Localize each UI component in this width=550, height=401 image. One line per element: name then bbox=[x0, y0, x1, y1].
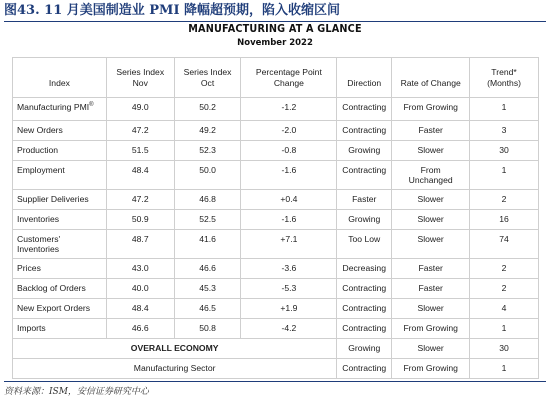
overall-trend: 30 bbox=[470, 339, 539, 359]
header-direction: Direction bbox=[337, 58, 392, 98]
row-oct: 50.8 bbox=[174, 319, 241, 339]
row-trend: 2 bbox=[470, 259, 539, 279]
row-index: New Export Orders bbox=[13, 299, 107, 319]
row-trend: 4 bbox=[470, 299, 539, 319]
row-change: -3.6 bbox=[241, 259, 337, 279]
row-index: Manufacturing PMI® bbox=[13, 98, 107, 121]
row-oct: 52.3 bbox=[174, 141, 241, 161]
row-index: Inventories bbox=[13, 210, 107, 230]
row-change: +1.9 bbox=[241, 299, 337, 319]
row-trend: 1 bbox=[470, 98, 539, 121]
manufacturing-sector-label: Manufacturing Sector bbox=[13, 359, 337, 379]
header-trend: Trend* (Months) bbox=[470, 58, 539, 98]
row-rate: Slower bbox=[392, 210, 470, 230]
row-trend: 16 bbox=[470, 210, 539, 230]
overall-economy-row bbox=[13, 339, 539, 359]
row-rate: From Growing bbox=[392, 319, 470, 339]
row-direction: Contracting bbox=[337, 299, 392, 319]
row-direction: Too Low bbox=[337, 230, 392, 259]
row-index: Prices bbox=[13, 259, 107, 279]
row-index: Supplier Deliveries bbox=[13, 190, 107, 210]
sector-trend: 1 bbox=[470, 359, 539, 379]
table-row bbox=[13, 259, 539, 279]
row-direction: Decreasing bbox=[337, 259, 392, 279]
row-direction: Contracting bbox=[337, 279, 392, 299]
row-trend: 30 bbox=[470, 141, 539, 161]
row-rate: Slower bbox=[392, 230, 470, 259]
table-row bbox=[13, 230, 539, 259]
row-direction: Contracting bbox=[337, 161, 392, 190]
table-row bbox=[13, 141, 539, 161]
row-rate: From Growing bbox=[392, 98, 470, 121]
overall-direction: Growing bbox=[337, 339, 392, 359]
header-index: Index bbox=[13, 58, 107, 98]
row-rate: Faster bbox=[392, 121, 470, 141]
row-change: +7.1 bbox=[241, 230, 337, 259]
header-oct: Series Index Oct bbox=[174, 58, 241, 98]
row-nov: 48.4 bbox=[106, 161, 174, 190]
row-nov: 43.0 bbox=[106, 259, 174, 279]
row-trend: 2 bbox=[470, 190, 539, 210]
manufacturing-sector-row bbox=[13, 359, 539, 379]
row-index: Production bbox=[13, 141, 107, 161]
table-row bbox=[13, 121, 539, 141]
row-rate: Slower bbox=[392, 190, 470, 210]
table-row bbox=[13, 190, 539, 210]
header-nov: Series Index Nov bbox=[106, 58, 174, 98]
row-change: -0.8 bbox=[241, 141, 337, 161]
row-rate: From Unchanged bbox=[392, 161, 470, 190]
row-direction: Contracting bbox=[337, 121, 392, 141]
row-oct: 52.5 bbox=[174, 210, 241, 230]
row-index: Backlog of Orders bbox=[13, 279, 107, 299]
row-change: -1.2 bbox=[241, 98, 337, 121]
row-index: Imports bbox=[13, 319, 107, 339]
row-rate: Slower bbox=[392, 141, 470, 161]
row-direction: Contracting bbox=[337, 98, 392, 121]
row-direction: Growing bbox=[337, 141, 392, 161]
row-rate: Faster bbox=[392, 259, 470, 279]
row-nov: 50.9 bbox=[106, 210, 174, 230]
figure-title: 图43. 11 月美国制造业 PMI 降幅超预期，陷入收缩区间 bbox=[4, 2, 546, 22]
sector-direction: Contracting bbox=[337, 359, 392, 379]
overall-rate: Slower bbox=[392, 339, 470, 359]
table-row bbox=[13, 98, 539, 121]
row-change: -1.6 bbox=[241, 161, 337, 190]
table-row bbox=[13, 299, 539, 319]
table-row bbox=[13, 210, 539, 230]
row-change: -2.0 bbox=[241, 121, 337, 141]
row-direction: Contracting bbox=[337, 319, 392, 339]
row-trend: 74 bbox=[470, 230, 539, 259]
row-trend: 1 bbox=[470, 161, 539, 190]
row-nov: 40.0 bbox=[106, 279, 174, 299]
row-change: +0.4 bbox=[241, 190, 337, 210]
row-oct: 46.5 bbox=[174, 299, 241, 319]
row-oct: 46.8 bbox=[174, 190, 241, 210]
header-rate: Rate of Change bbox=[392, 58, 470, 98]
row-direction: Growing bbox=[337, 210, 392, 230]
row-rate: Faster bbox=[392, 279, 470, 299]
source-note: 资料来源：ISM，安信证券研究中心 bbox=[4, 381, 546, 399]
table-row bbox=[13, 279, 539, 299]
row-index: Customers' Inventories bbox=[13, 230, 107, 259]
row-nov: 48.7 bbox=[106, 230, 174, 259]
row-nov: 48.4 bbox=[106, 299, 174, 319]
row-trend: 3 bbox=[470, 121, 539, 141]
row-oct: 50.2 bbox=[174, 98, 241, 121]
row-nov: 49.0 bbox=[106, 98, 174, 121]
row-nov: 46.6 bbox=[106, 319, 174, 339]
row-nov: 51.5 bbox=[106, 141, 174, 161]
row-index: New Orders bbox=[13, 121, 107, 141]
row-oct: 49.2 bbox=[174, 121, 241, 141]
sector-rate: From Growing bbox=[392, 359, 470, 379]
pmi-table bbox=[12, 57, 539, 379]
row-direction: Faster bbox=[337, 190, 392, 210]
row-oct: 46.6 bbox=[174, 259, 241, 279]
row-change: -5.3 bbox=[241, 279, 337, 299]
header-change: Percentage Point Change bbox=[241, 58, 337, 98]
table-row bbox=[13, 161, 539, 190]
row-trend: 1 bbox=[470, 319, 539, 339]
glance-title: MANUFACTURING AT A GLANCE bbox=[188, 22, 362, 35]
row-oct: 45.3 bbox=[174, 279, 241, 299]
table-row bbox=[13, 319, 539, 339]
glance-subtitle: November 2022 bbox=[237, 38, 313, 48]
row-oct: 50.0 bbox=[174, 161, 241, 190]
row-nov: 47.2 bbox=[106, 121, 174, 141]
row-change: -4.2 bbox=[241, 319, 337, 339]
row-change: -1.6 bbox=[241, 210, 337, 230]
header-row bbox=[13, 58, 539, 98]
row-nov: 47.2 bbox=[106, 190, 174, 210]
row-oct: 41.6 bbox=[174, 230, 241, 259]
row-trend: 2 bbox=[470, 279, 539, 299]
row-rate: Slower bbox=[392, 299, 470, 319]
row-index: Employment bbox=[13, 161, 107, 190]
overall-economy-label: OVERALL ECONOMY bbox=[13, 339, 337, 359]
